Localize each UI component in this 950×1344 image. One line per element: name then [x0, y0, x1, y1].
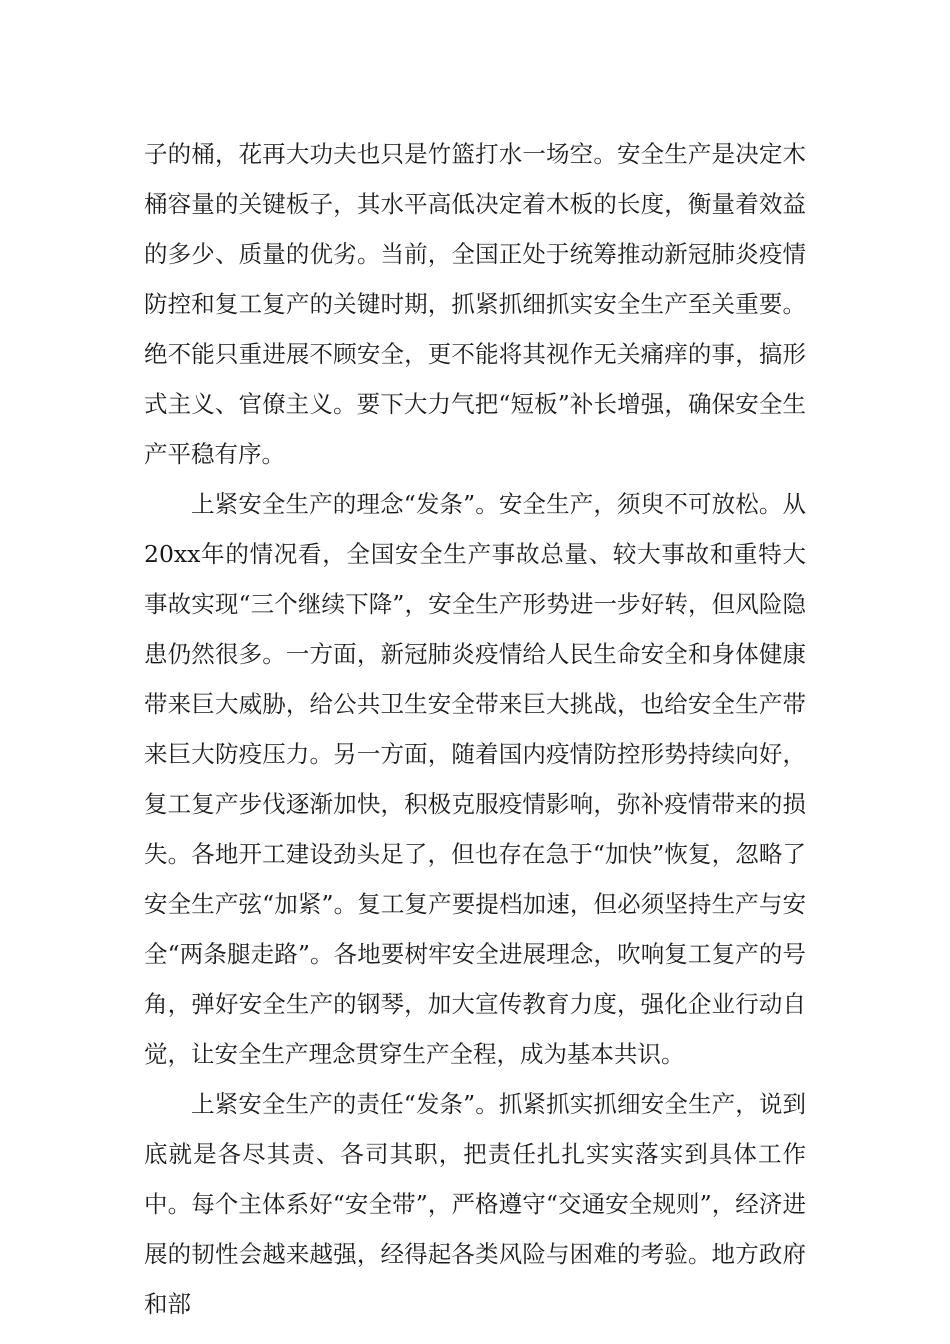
paragraph-safety-concept: 上紧安全生产的理念“发条”。安全生产，须臾不可放松。从20xx年的情况看，全国安全生产事故总量、较大事故和重特大事故实现“三个继续下降”，安全生产形势进一步好转，但风险隐患仍然很多。一方面，新冠肺炎疫情给人民生命安全和身体健康带来巨大威胁，给公共卫生安全带来巨大挑战，也给安全生产带来巨大防疫压力。另一方面，随着国内疫情防控形势持续向好，复工复产步伐逐渐加快，积极克服疫情影响，弥补疫情带来的损失。各地开工建设劲头足了，但也存在急于“加快”恢复，忽略了安全生产弦“加紧”。复工复产要提档加速，但必须坚持生产与安全“两条腿走路”。各地要树牢安全进展理念，吹响复工复产的号角，弹好安全生产的钢琴，加大宣传教育力度，强化企业行动自觉，让安全生产理念贯穿生产全程，成为基本共识。	[144, 490, 806, 1068]
paragraph-continuation: 子的桶，花再大功夫也只是竹篮打水一场空。安全生产是决定木桶容量的关键板子，其水平高低决定着木板的长度，衡量着效益的多少、质量的优劣。当前，全国正处于统筹推动新冠肺炎疫情防控和复工复产的关键时期，抓紧抓细抓实安全生产至关重要。绝不能只重进展不顾安全，更不能将其视作无关痛痒的事，搞形式主义、官僚主义。要下大力气把“短板”补长增强，确保安全生产平稳有序。	[144, 140, 806, 468]
paragraph-safety-responsibility: 上紧安全生产的责任“发条”。抓紧抓实抓细安全生产，说到底就是各尽其责、各司其职，把责任扎扎实实落实到具体工作中。每个主体系好“安全带”，严格遵守“交通安全规则”，经济进展的韧性会越来越强，经得起各类风险与困难的考验。地方政府和部	[144, 1090, 806, 1318]
document-body	[144, 129, 806, 1329]
